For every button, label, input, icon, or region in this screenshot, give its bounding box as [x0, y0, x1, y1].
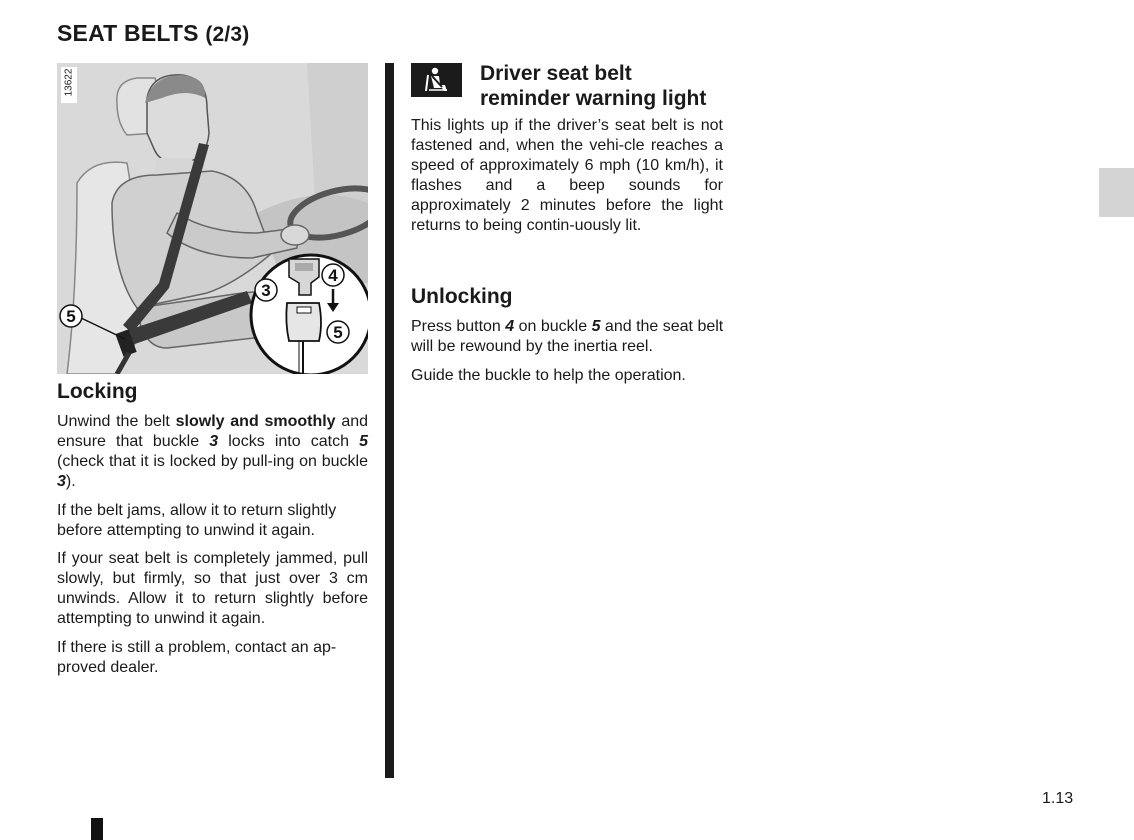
locking-paragraph-3: If your seat belt is completely jammed, pull slowly, but firmly, so that just over 3 cm unwinds. Allow it to return slightly before attempting to unwind it again. — [57, 550, 368, 627]
unlocking-paragraph-2: Guide the buckle to help the operation. — [411, 367, 686, 384]
locking-heading: Locking — [57, 380, 138, 403]
figure-reference: 13622 — [61, 67, 77, 103]
title-main: SEAT BELTS — [57, 20, 199, 46]
title-part: (2/3) — [205, 23, 250, 46]
locking-paragraph-2: If the belt jams, allow it to return slightly before attempting to unwind it again. — [57, 502, 337, 539]
corner-mark — [91, 818, 103, 840]
reminder-heading: Driver seat belt reminder warning light — [480, 62, 707, 110]
locking-paragraph-4: If there is still a problem, contact an ap-proved dealer. — [57, 639, 337, 676]
column-divider — [385, 63, 394, 778]
seatbelt-warning-icon — [411, 63, 462, 97]
callout-4: 4 — [328, 266, 338, 285]
unlocking-heading: Unlocking — [411, 285, 513, 308]
illustration-drawing — [57, 63, 368, 374]
callout-3: 3 — [261, 281, 271, 300]
unlocking-paragraph-1: Press button 4 on buckle 5 and the seat belt will be rewound by the inertia reel. — [411, 318, 724, 355]
page-number: 1.13 — [1042, 790, 1074, 807]
callout-5-left: 5 — [66, 307, 76, 326]
seat-belt-illustration — [57, 63, 368, 374]
section-tab — [1099, 168, 1134, 217]
page-title — [57, 20, 250, 47]
locking-paragraph-1: Unwind the belt slowly and smoothly and ensure that buckle 3 locks into catch 5 (check that it is locked by pull-ing on buckle 3). — [57, 413, 369, 490]
reminder-paragraph: This lights up if the driver’s seat belt is not fastened and, when the vehi-cle reaches a speed of approximately 6 mph (10 km/h), it flashes and a beep sounds for approximately 2 minutes before the light returns to being contin-uously lit. — [411, 117, 723, 234]
callout-5-inset: 5 — [333, 323, 343, 342]
